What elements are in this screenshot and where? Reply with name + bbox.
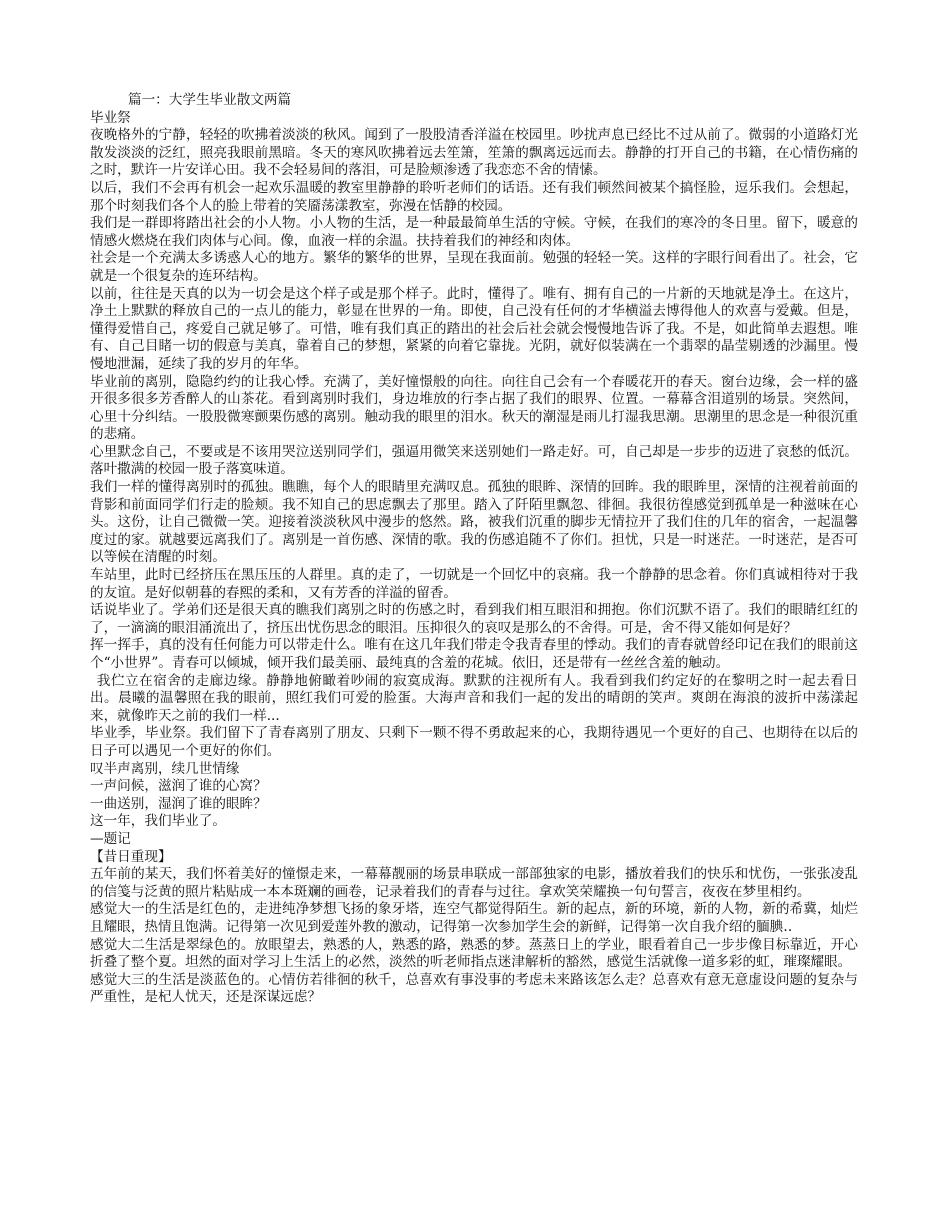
paragraph: 车站里，此时已经挤压在黑压压的人群里。真的走了，一切就是一个回忆中的哀痛。我一个静静的思念着。你们真诚相待对于我的友谊。是好似朝暮的春熙的柔和，又有芳香的洋溢的留香。 (90, 567, 858, 601)
document-title: 篇一：大学生毕业散文两篇 (128, 92, 292, 108)
paragraph: 话说毕业了。学弟们还是很天真的瞧我们离别之时的伤感之时，看到我们相互眼泪和拥抱。你们沉默不语了。我们的眼睛红红的了，一滴滴的眼泪涌流出了，挤压出忧伤思念的眼泪。压抑很久的哀叹是那么的不舍得。可是，舍不得又能如何是好？ (90, 602, 858, 636)
paragraph: 我们一样的懂得离别时的孤独。瞧瞧，每个人的眼睛里充满叹息。孤独的眼眸、深情的回眸。我的眼眸里，深情的注视着前面的背影和前面同学们行走的脸颊。我不知自己的思虑飘去了那里。踏入了阡陌里飘忽、徘徊。我很彷徨感觉到孤单是一种滋味在心头。这份，让自己微微一笑。迎接着淡淡秋风中漫步的悠然。路，被我们沉重的脚步无情拉开了我们住的几年的宿舍，一起温馨度过的家。就越要远离我们了。离别是一首伤感、深情的歌。我的伤感追随不了你们。担忧，只是一时迷茫。一时迷茫，是否可以等候在清醒的时刻。 (90, 479, 858, 566)
paragraph: 毕业前的离别，隐隐约约的让我心悸。充满了，美好憧憬般的向往。向往自己会有一个春暖花开的春天。窗台边缘，会一样的盛开很多很多芳香醉人的山茶花。看到离别时我们，身边堆放的行李占据了我们的眼界、位置。一幕幕含泪道别的场景。突然间，心里十分纠结。一股股微寒颤栗伤感的离别。触动我的眼里的泪水。秋天的潮湿是雨儿打湿我思潮。思潮里的思念是一种很沉重的悲痛。 (90, 373, 858, 443)
poem-line: 这一年，我们毕业了。 (90, 813, 226, 830)
poem-line: 叹半声离别，续几世情缘 (90, 760, 240, 777)
paragraph: 我伫立在宿舍的走廊边缘。静静地俯瞰着吵闹的寂寞成海。默默的注视所有人。我看到我们约定好的在黎明之时一起去看日出。晨曦的温馨照在我的眼前，照红我们可爱的脸蛋。大海声音和我们一起的发出的晴朗的笑声。爽朗在海浪的波折中荡漾起来，就像昨天之前的我们一样... (90, 672, 858, 724)
paragraph: 以后，我们不会再有机会一起欢乐温暖的教室里静静的聆听老师们的话语。还有我们顿然间被某个搞怪脸，逗乐我们。会想起，那个时刻我们各个人的脸上带着的笑靥荡漾教室，弥漫在恬静的校园。 (90, 179, 858, 214)
paragraph: 我们是一群即将踏出社会的小人物。小人物的生活，是一种最最简单生活的守候。守候，在我们的寒冷的冬日里。留下，暖意的情感火燃烧在我们肉体与心间。像，血液一样的余温。扶持着我们的神经和肉体。 (90, 215, 858, 249)
paragraph: 感觉大二生活是翠绿色的。放眼望去，熟悉的人，熟悉的路，熟悉的梦。蒸蒸日上的学业，眼看着自己一步步像目标靠近，开心折叠了整个夏。坦然的面对学习上生活上的必然，淡然的听老师指点迷津解析的豁然，感觉生活就像一道多彩的虹，璀璨耀眼。 (90, 936, 858, 971)
poem-line: 一曲送别，湿润了谁的眼眸？ (90, 795, 267, 812)
paragraph: 感觉大三的生活是淡蓝色的。心情仿若徘徊的秋千，总喜欢有事没事的考虑未来路该怎么走？总喜欢有意无意虚设问题的复杂与严重性，是杞人忧天，还是深谋远虑？ (90, 971, 858, 1006)
document-page (90, 92, 858, 1007)
section1-heading: 毕业祭 (90, 109, 131, 126)
section2-heading: 【昔日重现】 (90, 848, 172, 865)
paragraph: 五年前的某天，我们怀着美好的憧憬走来，一幕幕靓丽的场景串联成一部部独家的电影，播放着我们的快乐和忧伤，一张张凌乱的信笺与泛黄的照片粘贴成一本本斑斓的画卷，记录着我们的青春与过往。拿欢笑荣耀换一句句誓言，夜夜在梦里相约。 (90, 866, 858, 900)
paragraph: 挥一挥手，真的没有任何能力可以带走什么。唯有在这几年我们带走令我青春里的悸动。我们的青春就曾经印记在我们的眼前这个“小世界”。青春可以倾城，倾开我们最美丽、最纯真的含羞的花城。依旧，还是带有一丝丝含羞的触动。 (90, 637, 858, 671)
paragraph: 心里默念自己，不要或是不该用哭泣送别同学们，强逼用微笑来送别她们一路走好。可，自己却是一步步的迈进了哀愁的低沉。落叶撒满的校园一股子落寞味道。 (90, 443, 858, 478)
paragraph: 夜晚格外的宁静，轻轻的吹拂着淡淡的秋风。闻到了一股股清香洋溢在校园里。吵扰声息已经比不过从前了。微弱的小道路灯光散发淡淡的泛红，照亮我眼前黑暗。冬天的寒风吹拂着远去笙箫，笙箫的飘离远远而去。静静的打开自己的书籍，在心情伤痛的之时，默许一片安详心田。我不会轻易间的落泪，可是脸颊渗透了我恋恋不舍的情愫。 (90, 127, 858, 179)
paragraph: 以前，往往是天真的以为一切会是这个样子或是那个样子。此时，懂得了。唯有、拥有自己的一片新的天地就是净土。在这片，净土上默默的释放自己的一点儿的能力，彰显在世界的一角。即使，自己没有任何的才华横溢去博得他人的欢喜与爱戴。但是，懂得爱惜自己，疼爱自己就足够了。可惜，唯有我们真正的踏出的社会后社会就会慢慢地告诉了我。不是，如此简单去遐想。唯有、自己目睹一切的假意与美真，靠着自己的梦想，紧紧的向着它靠拢。光阴，就好似装满在一个翡翠的晶莹剔透的沙漏里。慢慢地泄漏，延续了我的岁月的年华。 (90, 285, 858, 372)
poem-line: 一声问候，滋润了谁的心窝？ (90, 778, 267, 795)
paragraph: 感觉大一的生活是红色的，走进纯净梦想飞扬的象牙塔，连空气都觉得陌生。新的起点，新的环境，新的人物，新的希冀，灿烂且耀眼，热情且饱满。记得第一次见到爱莲外教的激动，记得第一次参加学生会的新鲜，记得第一次自我介绍的腼腆‥ (90, 901, 858, 935)
epigraph-attribution: —题记 (90, 830, 131, 847)
paragraph: 社会是一个充满太多诱惑人心的地方。繁华的繁华的世界，呈现在我面前。勉强的轻轻一笑。这样的字眼行间看出了。社会，它就是一个很复杂的连环结构。 (90, 250, 858, 284)
paragraph: 毕业季，毕业祭。我们留下了青春离别了朋友、只剩下一颗不得不勇敢起来的心，我期待遇见一个更好的自己、也期待在以后的日子可以遇见一个更好的你们。 (90, 725, 858, 759)
